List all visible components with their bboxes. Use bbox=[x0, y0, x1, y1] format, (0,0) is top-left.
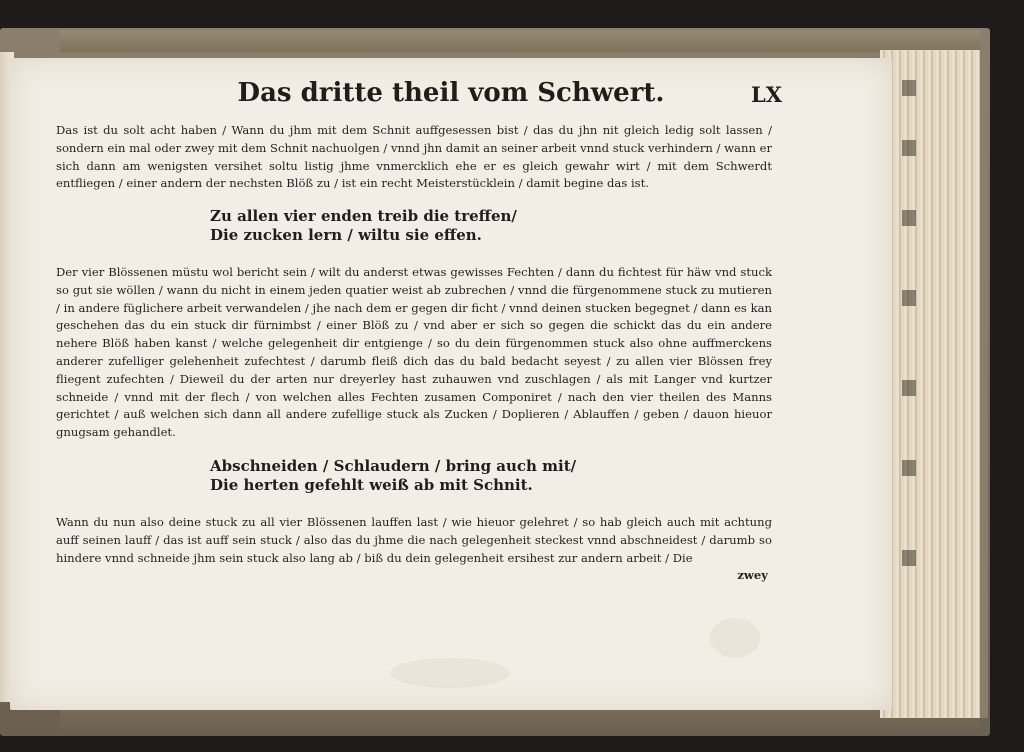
verse-line: Die herten gefehlt weiß ab mit Schnit. bbox=[210, 476, 533, 494]
verse-line: Die zucken lern / wiltu sie effen. bbox=[210, 226, 482, 244]
book-page bbox=[10, 58, 892, 710]
page-title: Das dritte theil vom Schwert. bbox=[237, 78, 665, 108]
paper-stain bbox=[390, 658, 510, 688]
index-tab bbox=[902, 380, 916, 396]
paragraph: Wann du nun also deine stuck zu all vier Blössenen lauffen last / wie hieuor gelehret / so hab gleich auch mit achtung auff seinen lauff / das ist auff sein stuck / also das du jhme die nach gelegenheit steckest vnnd abschneidest / darumb so hindere vnnd schneide jhm sein stuck also lang ab / biß du dein gelegenheit ersihest zur andern arbeit / Die bbox=[56, 515, 772, 565]
index-tab bbox=[902, 210, 916, 226]
index-tab bbox=[902, 550, 916, 566]
folio-number: LX bbox=[750, 82, 782, 107]
catchword: zwey bbox=[737, 568, 768, 582]
paragraph: Das ist du solt acht haben / Wann du jhm mit dem Schnit auffgesessen bist / das du jhn nit gleich ledig solt lassen / sondern ein mal oder zwey mit dem Schnit nachuolgen / vnnd jhn damit an seiner arbeit vnnd stuck verhindern / wann er sich dann am wenigsten versihet soltu listig jhme vnmercklich ehe er es gleich gewahr wirt / mit dem Schwerdt entfliegen / einer andern der nechsten Blöß zu / ist ein recht Meisterstücklein / damit begine das ist. bbox=[56, 123, 772, 191]
index-tab bbox=[902, 290, 916, 306]
verse-couplet bbox=[210, 457, 730, 495]
book-binding-top bbox=[60, 30, 980, 52]
paper-stain bbox=[710, 618, 760, 658]
running-header bbox=[10, 78, 892, 118]
verse-line: Abschneiden / Schlaudern / bring auch mit/ bbox=[210, 457, 577, 475]
index-tab bbox=[902, 80, 916, 96]
index-tab bbox=[902, 140, 916, 156]
index-tab bbox=[902, 460, 916, 476]
verse-couplet bbox=[210, 207, 730, 245]
paragraph: Der vier Blössenen müstu wol bericht sein / wilt du anderst etwas gewisses Fechten / dann du fichtest für häw vnd stuck so gut sie wöllen / wann du nicht in einem jeden quatier weist ab zubrechen / vnnd die fürgenommene stuck zu mutieren / in andere füglichere arbeit verwandelen / jhe nach dem er gegen dir ficht / vnnd deinen stucken begegnet / dann es kan geschehen das du ein stuck dir fürnimbst / einer Blöß zu / vnd aber er sich so gegen die schickt das du ein andere nehere Blöß haben kanst / welche gelegenheit dir entgienge / so du dein fürgenommen stuck also ohne auffmerckens anderer zufelliger gelehenheit zufechtest / darumb fleiß dich das du bald bedacht seyest / zu allen vier Blössen frey fliegent zufechten / Dieweil du der arten nur dreyerley hast zuhauwen vnd zuschlagen / als mit Langer vnd kurtzer schneide / vnnd mit der flech / von welchen alles Fechten zusamen Componiret / nach den vier theilen des Manns gerichtet / auß welchen sich dann all andere zufellige stuck als Zucken / Doplieren / Ablauffen / geben / dauon hieuor gnugsam gehandlet. bbox=[56, 265, 772, 440]
verse-line: Zu allen vier enden treib die treffen/ bbox=[210, 207, 517, 225]
page-fore-edge bbox=[880, 50, 988, 718]
